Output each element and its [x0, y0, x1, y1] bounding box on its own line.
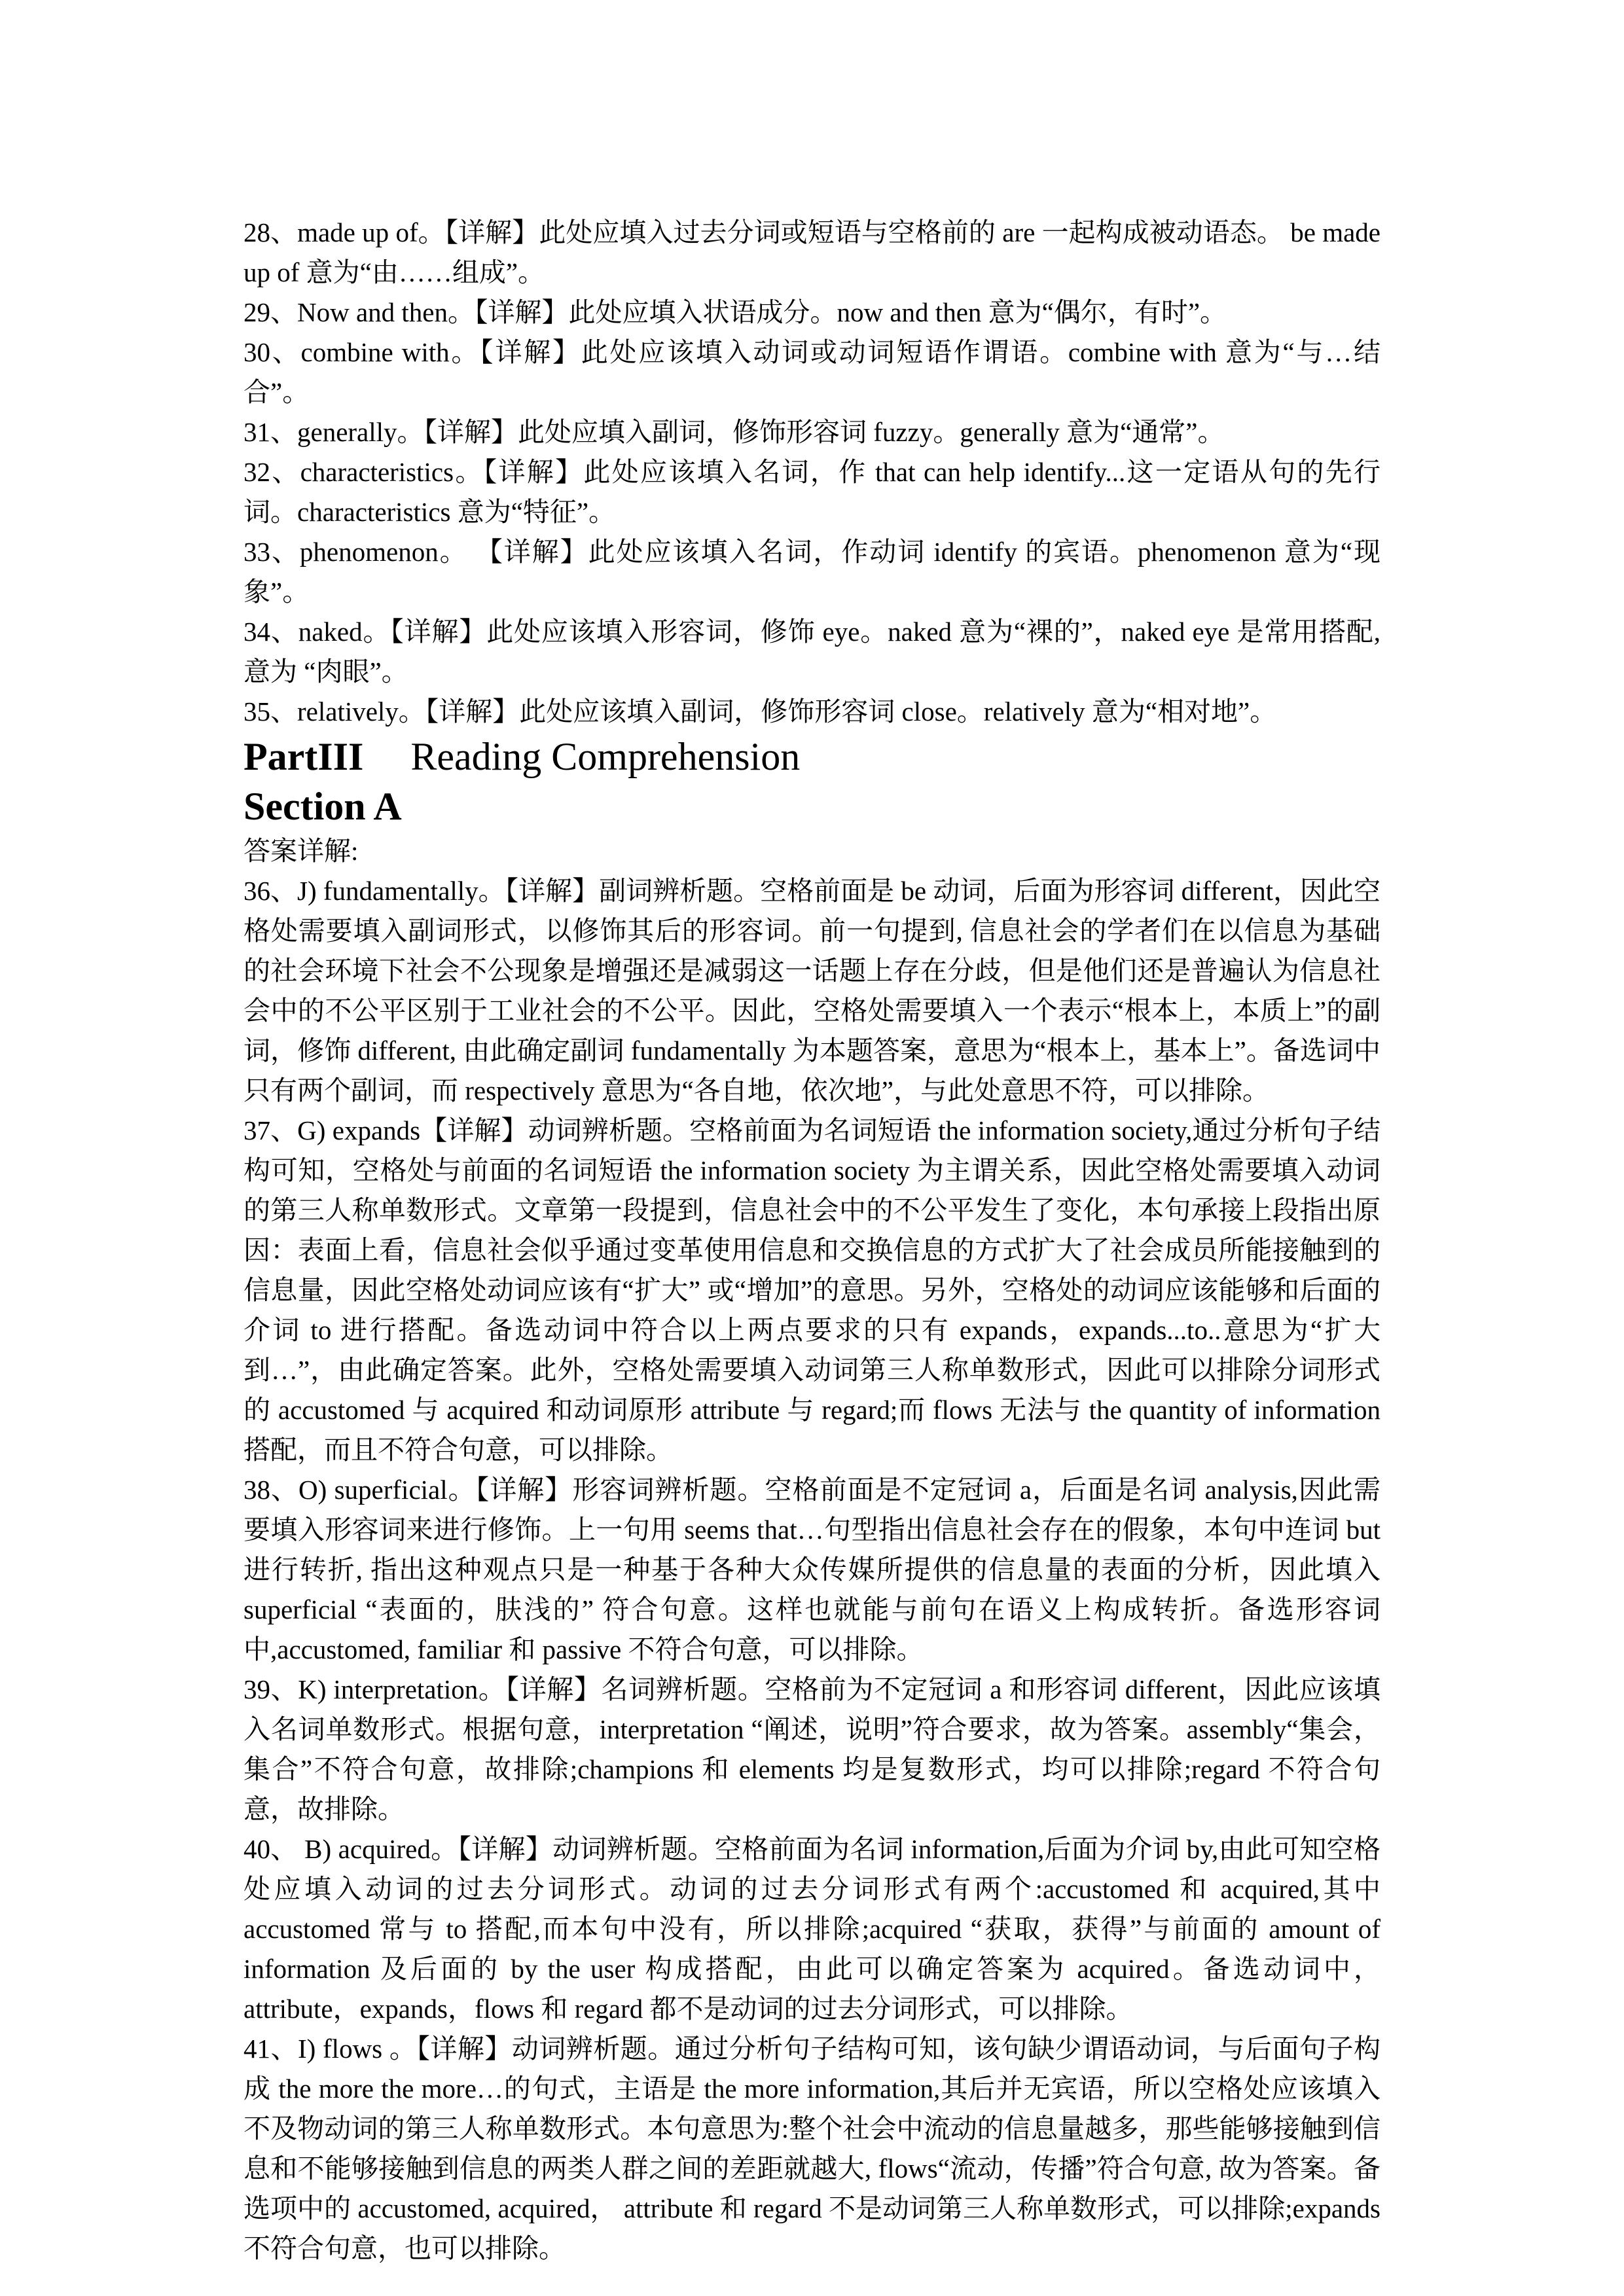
section-heading: Section A — [244, 785, 402, 828]
explanation-item-39: 39、K) interpretation。【详解】名词辨析题。空格前为不定冠词 a 和形容词 different，因此应该填入名词单数形式。根据句意，interpretation “阐述，说明”符合要求，故为答案。assembly“集会，集合”不符合句意，故排除;champions 和 elements 均是复数形式，均可以排除;regard 不符合句意，故排除。 — [244, 1674, 1380, 1824]
explanation-item-34: 34、naked。【详解】此处应该填入形容词，修饰 eye。naked 意为“裸的”，naked eye 是常用搭配, 意为 “肉眼”。 — [244, 617, 1380, 687]
explanation-item-41: 41、I) flows 。【详解】动词辨析题。通过分析句子结构可知，该句缺少谓语动词，与后面句子构成 the more the more…的句式，主语是 the more information,其后并无宾语，所以空格处应该填入不及物动词的第三人称单数形式。本句意思为:整个社会中流动的信息量越多，那些能够接触到信息和不能够接触到信息的两类人群之间的差距就越大, flows“流动，传播”符合句意, 故为答案。备选项中的 accustomed, acquired， attribute 和 regard 不是动词第三人称单数形式，可以排除;expands 不符合句意，也可以排除。 — [244, 2034, 1380, 2263]
explanation-item-32: 32、characteristics。【详解】此处应该填入名词，作 that can help identify...这一定语从句的先行词。characteristics 意为“特征”。 — [244, 457, 1380, 527]
explanation-item-30: 30、combine with。【详解】此处应该填入动词或动词短语作谓语。combine with 意为“与…结合”。 — [244, 337, 1380, 407]
explanation-item-29: 29、Now and then。【详解】此处应填入状语成分。now and then 意为“偶尔，有时”。 — [244, 297, 1227, 327]
explanation-item-31: 31、generally。【详解】此处应填入副词，修饰形容词 fuzzy。generally 意为“通常”。 — [244, 417, 1225, 447]
part-title: Reading Comprehension — [410, 735, 801, 778]
document-content — [244, 0, 1380, 2269]
explanation-item-37: 37、G) expands【详解】动词辨析题。空格前面为名词短语 the information society,通过分析句子结构可知，空格处与前面的名词短语 the information society 为主谓关系，因此空格处需要填入动词的第三人称单数形式。文章第一段提到，信息社会中的不公平发生了变化，本句承接上段指出原因：表面上看，信息社会似乎通过变革使用信息和交换信息的方式扩大了社会成员所能接触到的信息量，因此空格处动词应该有“扩大” 或“增加”的意思。另外，空格处的动词应该能够和后面的介词 to 进行搭配。备选动词中符合以上两点要求的只有 expands，expands...to..意思为“扩大到…”，由此确定答案。此外，空格处需要填入动词第三人称单数形式，因此可以排除分词形式的 accustomed 与 acquired 和动词原形 attribute 与 regard;而 flows 无法与 the quantity of information 搭配，而且不符合句意，可以排除。 — [244, 1115, 1380, 1465]
explanation-item-36: 36、J) fundamentally。【详解】副词辨析题。空格前面是 be 动词，后面为形容词 different，因此空格处需要填入副词形式，以修饰其后的形容词。前一句提到, 信息社会的学者们在以信息为基础的社会环境下社会不公现象是增强还是减弱这一话题上存在分歧，但是他们还是普遍认为信息社会中的不公平区别于工业社会的不公平。因此，空格处需要填入一个表示“根本上，本质上”的副词，修饰 different, 由此确定副词 fundamentally 为本题答案，意思为“根本上，基本上”。备选词中只有两个副词，而 respectively 意思为“各自地，依次地”，与此处意思不符，可以排除。 — [244, 876, 1381, 1105]
explanation-item-40: 40、 B) acquired。【详解】动词辨析题。空格前面为名词 information,后面为介词 by,由此可知空格处应填入动词的过去分词形式。动词的过去分词形式有两个:accustomed 和 acquired,其中 accustomed 常与 to 搭配,而本句中没有，所以排除;acquired “获取，获得”与前面的 amount of information 及后面的 by the user 构成搭配，由此可以确定答案为 acquired。备选动词中，attribute，expands，flows 和 regard 都不是动词的过去分词形式，可以排除。 — [244, 1834, 1380, 2024]
explanation-item-38: 38、O) superficial。【详解】形容词辨析题。空格前面是不定冠词 a，后面是名词 analysis,因此需要填入形容词来进行修饰。上一句用 seems that…句型指出信息社会存在的假象，本句中连词 but 进行转折, 指出这种观点只是一种基于各种大众传媒所提供的信息量的表面的分析，因此填入 superficial “表面的，肤浅的” 符合句意。这样也就能与前句在语义上构成转折。备选形容词中,accustomed, familiar 和 passive 不符合句意，可以排除。 — [244, 1475, 1380, 1664]
explanation-item-33: 33、phenomenon。 【详解】此处应该填入名词，作动词 identify 的宾语。phenomenon 意为“现象”。 — [244, 537, 1380, 607]
explanation-item-35: 35、relatively。【详解】此处应该填入副词，修饰形容词 close。relatively 意为“相对地”。 — [244, 696, 1277, 726]
part-heading — [244, 732, 1380, 781]
explanation-item-28: 28、made up of。【详解】此处应填入过去分词或短语与空格前的 are 一起构成被动语态。 be made up of 意为“由……组成”。 — [244, 217, 1380, 287]
part-number: PartIII — [244, 735, 364, 778]
answers-label: 答案详解: — [244, 836, 359, 866]
